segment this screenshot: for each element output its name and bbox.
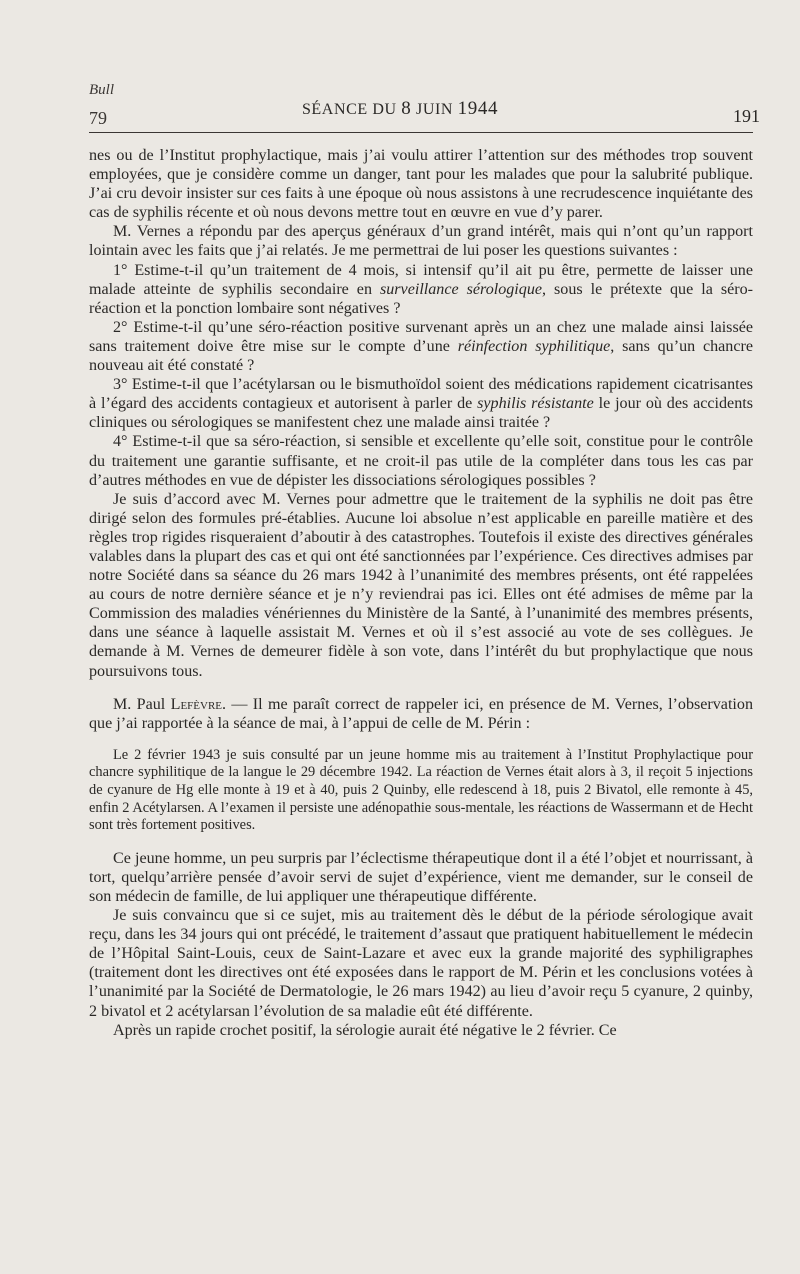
header-rule — [89, 132, 753, 133]
text-run: M. Paul — [113, 695, 171, 713]
paragraph-gap — [89, 733, 753, 747]
text-run: 2° Estime-t-il qu’une séro-réaction positive survenant après un an chez une malade ainsi laissée sans traitement doive être mise sur le compte d’une — [89, 318, 753, 355]
paragraph — [89, 695, 753, 733]
header-title-pre: SÉANCE DU — [301, 101, 402, 118]
speaker-name: Lefèvre — [170, 695, 222, 713]
text-run: 3° Estime-t-il que l’acétylarsan ou le bismuthoïdol soient des médications rapidement cicatrisantes à l’égard des accidents contagieux et autorisent à parler de — [89, 376, 753, 413]
running-header — [0, 98, 800, 120]
text-run: 1° Estime-t-il qu’un traitement de 4 mois, si intensif qu’il ait pu être, permette de laisser une malade atteinte de syphilis secondaire en — [89, 261, 753, 298]
margin-number: 79 — [89, 108, 107, 128]
margin-annotation: Bull — [89, 82, 114, 98]
text-run: , sans qu’un chancre nouveau ait été constaté ? — [89, 337, 753, 375]
header-year: 1944 — [457, 98, 499, 119]
text-run: Après un rapide crochet positif, la sérologie aurait été négative le 2 février. Ce — [113, 1021, 617, 1039]
header-month: JUIN — [411, 101, 458, 118]
paragraph — [89, 222, 753, 260]
paragraph — [89, 906, 753, 1021]
paragraph — [89, 146, 753, 222]
header-day: 8 — [401, 98, 412, 119]
paragraph — [89, 1021, 753, 1040]
case-report-paragraph — [89, 747, 753, 835]
paragraph — [89, 432, 753, 489]
paragraph — [89, 849, 753, 906]
text-run: , sous le prétexte que la séro-réaction et la ponction lombaire sont négatives ? — [89, 280, 753, 317]
paragraph — [89, 318, 753, 375]
text-run: le jour où des accidents cliniques ou sérologiques se manifestent chez une malade ainsi traitée ? — [89, 395, 753, 432]
paragraph-gap — [89, 835, 753, 849]
body-text — [89, 146, 753, 1040]
text-run: Ce jeune homme, un peu surpris par l’éclectisme thérapeutique dont il a été l’objet et nourrissant, à tort, quelqu’arrière pensée d’avoir servi de sujet d’expérience, vient me demander, sur le conseil de son médecin de famille, de lui appliquer une thérapeutique différente. — [89, 849, 753, 905]
text-run: nes ou de l’Institut prophylactique, mais j’ai voulu attirer l’attention sur des méthodes trop souvent employées, que je considère comme un danger, tant pour les malades que pour la salubrité publique. J’ai cru devoir insister sur ces faits à une époque où nous assistons à une recrudescence inquiétante des cas de syphilis récente et où nous devons mettre tout en œuvre en vue d’y parer. — [89, 147, 753, 222]
paragraph — [89, 490, 753, 681]
italic-term: réinfection syphilitique — [457, 337, 611, 355]
paragraph — [89, 375, 753, 432]
page-number: 191 — [733, 106, 760, 126]
italic-term: surveillance sérologique — [379, 280, 543, 298]
text-run: Je suis d’accord avec M. Vernes pour admettre que le traitement de la syphilis ne doit pas être dirigé selon des formules pré-établies. Aucune loi absolue n’est applicable en pareille matière et des règles trop rigides risqueraient d’aboutir à des catastrophes. Toutefois il existe des directives générales valables dans la plupart des cas et qui ont été sanctionnées par l’expérience. Ces directives admises par notre Société dans sa séance du 26 mars 1942 à l’unanimité des membres présents, ont été rappelées au cours de notre dernière séance et je n’y reviendrai pas ici. Elles ont été admises de même par la Commission des maladies vénériennes du Ministère de la Santé, à l’unanimité des membres présents, dans une séance à laquelle assistait M. Vernes et où il s’est associé au vote de ses collègues. Je demande à M. Vernes de demeurer fidèle à son vote, dans l’intérêt du but prophylactique que nous poursuivons tous. — [89, 490, 753, 680]
text-run: . — Il me paraît correct de rappeler ici, en présence de M. Vernes, l’observation que j’ai rapportée à la séance de mai, à l’appui de celle de M. Périn : — [89, 695, 753, 732]
text-run: M. Vernes a répondu par des aperçus généraux d’un grand intérêt, mais qui n’ont qu’un rapport lointain avec les faits que j’ai relatés. Je me permettrai de lui poser les questions suivantes : — [89, 223, 753, 260]
text-run: Je suis convaincu que si ce sujet, mis au traitement dès le début de la période sérologique avait reçu, dans les 34 jours qui ont précédé, le traitement d’assaut que pratiquent habituellement le médecin de l’Hôpital Saint-Louis, ceux de Saint-Lazare et avec eux la grande majorité des syphiligraphes (traitement dont les directives ont été exposées dans le rapport de M. Périn et les conclusions votées à l’unanimité par la Société de Dermatologie, le 26 mars 1942) au lieu d’avoir reçu 5 cyanure, 2 quinby, 2 bivatol et 2 acétylarsan l’évolution de sa maladie eût été différente. — [89, 907, 753, 1020]
paragraph — [89, 261, 753, 318]
italic-term: syphilis résistante — [477, 395, 594, 413]
text-run: 4° Estime-t-il que sa séro-réaction, si sensible et excellente qu’elle soit, constitue pour le contrôle du traitement une garantie suffisante, et ne croit-il pas utile de la compléter dans tous les cas par d’autres méthodes en vue de dépister les dissociations sérologiques possibles ? — [89, 433, 753, 489]
paragraph-gap — [89, 681, 753, 695]
text-run: Le 2 février 1943 je suis consulté par un jeune homme mis au traitement à l’Institut Prophylactique pour chancre syphilitique de la langue le 29 décembre 1942. La réaction de Vernes était alors à 3, il reçoit 5 injections de cyanure de Hg elle monte à 19 et à 40, puis 2 Quinby, elle redescend à 18, puis 2 Bivatol, elle remonte à 45, enfin 2 Acétylarsen. A l’examen il persiste une adénopathie sous-mentale, les réactions de Wassermann et de Hecht sont très fortement positives. — [89, 746, 753, 834]
